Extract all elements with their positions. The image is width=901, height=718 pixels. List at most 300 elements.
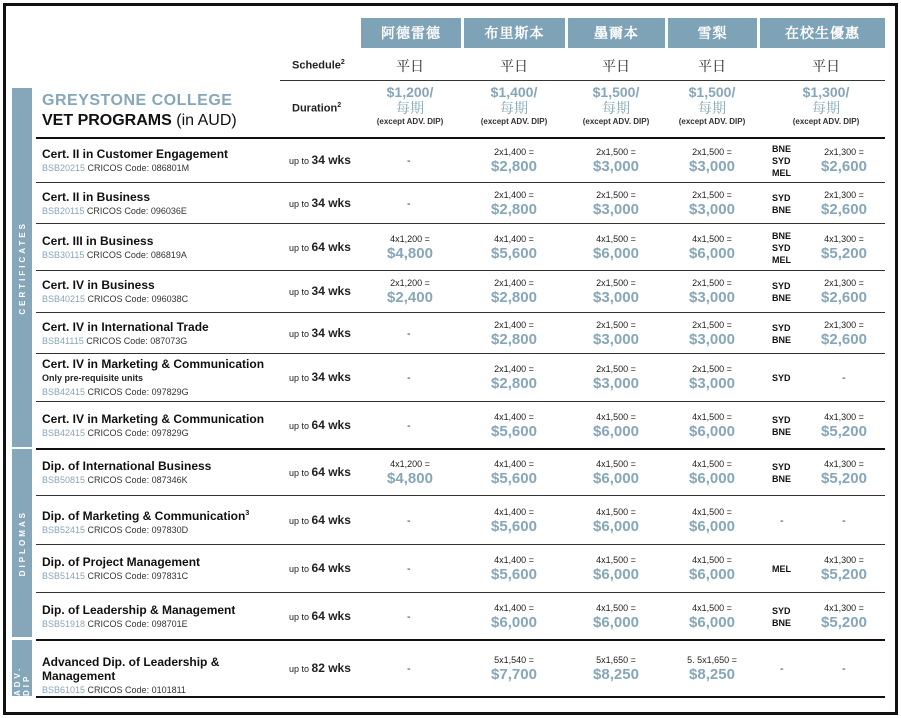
programs-title: VET PROGRAMS (in AUD)	[42, 112, 237, 129]
rate-per: 每期	[812, 100, 840, 116]
course-code: BSB42415 CRICOS Code: 097829G	[42, 427, 189, 438]
duration-value: 34 wks	[311, 152, 351, 167]
duration-prefix: up to	[289, 242, 312, 253]
price-total: $5,600	[491, 469, 537, 487]
section-label-adv-dip: ADV. DIP	[12, 640, 32, 696]
course-duration	[289, 661, 353, 675]
price-total: $2,800	[491, 200, 537, 218]
price-total: $3,000	[593, 289, 639, 306]
course-duration	[289, 609, 353, 623]
rate-price: $1,400/	[490, 84, 538, 100]
price-cell	[566, 147, 666, 175]
price-cell	[566, 603, 666, 631]
course-code: BSB51415 CRICOS Code: 097831C	[42, 571, 189, 581]
course-title: Cert. III in Business	[42, 233, 154, 248]
price-formula: 2x1,200 =	[390, 278, 430, 288]
price-cell	[666, 603, 758, 631]
campus-code: SYD	[772, 155, 791, 166]
price-formula: 2x1,400 =	[494, 189, 534, 200]
header-divider	[36, 137, 885, 139]
city-header-melbourne: 墨爾本	[568, 18, 665, 48]
campus-code: BNE	[772, 293, 792, 303]
duration-value: 64 wks	[311, 417, 351, 432]
empty-cell-dash: -	[407, 372, 411, 384]
course-code: BSB52415 CRICOS Code: 097830D	[42, 524, 189, 535]
campus-code: BNE	[772, 473, 792, 484]
course-code-id: BSB40215	[42, 294, 86, 304]
price-formula: 2x1,500 =	[596, 278, 636, 288]
city-header-student-discount: 在校生優惠	[760, 18, 885, 48]
price-cell	[666, 364, 758, 392]
price-cell	[566, 555, 666, 583]
price-formula: 2x1,300 =	[824, 189, 864, 200]
price-formula: 2x1,400 =	[494, 278, 534, 288]
campus-code: SYD	[772, 414, 791, 425]
rate-per-term	[566, 84, 666, 136]
price-total: $5,200	[821, 422, 867, 440]
rate-per: 每期	[698, 100, 726, 116]
duration-value: 34 wks	[311, 284, 351, 298]
campus-code: SYD	[772, 281, 791, 291]
price-formula: 2x1,500 =	[692, 319, 732, 330]
price-total: $3,000	[689, 375, 735, 392]
row-divider	[36, 401, 885, 402]
price-total: $2,600	[821, 330, 867, 348]
rate-price: $1,500/	[592, 84, 640, 100]
rate-price: $1,200/	[386, 84, 434, 100]
row-divider	[36, 182, 885, 183]
campus-list	[772, 192, 791, 216]
price-total: $3,000	[689, 330, 735, 348]
price-formula: 4x1,300 =	[824, 233, 864, 244]
price-formula: 4x1,500 =	[692, 602, 732, 613]
price-total: $3,000	[689, 157, 735, 175]
price-cell	[566, 655, 666, 683]
rate-per-term	[666, 84, 758, 136]
rate-per: 每期	[602, 100, 630, 116]
discount-price-cell	[808, 603, 880, 631]
price-total: $7,700	[491, 665, 537, 683]
course-duration	[289, 240, 353, 254]
price-cell	[666, 655, 758, 683]
row-divider	[36, 639, 885, 641]
duration-prefix: up to	[289, 420, 312, 431]
course-code-id: BSB50815	[42, 474, 86, 485]
schedule-label: Schedule$^2$	[292, 59, 345, 72]
discount-price-cell	[808, 190, 880, 218]
price-total: $5,600	[491, 422, 537, 440]
course-duration	[289, 153, 353, 167]
price-formula: 5. 5x1,650 =	[687, 654, 737, 665]
empty-cell-dash: -	[407, 662, 411, 675]
row-divider	[36, 448, 885, 450]
discount-price-cell	[808, 147, 880, 175]
price-formula: 5x1,540 =	[494, 654, 534, 665]
price-formula: 4x1,400 =	[494, 602, 534, 613]
price-formula: 4x1,500 =	[596, 458, 636, 469]
price-cell	[666, 507, 758, 535]
duration-label: Duration$^2$	[292, 102, 342, 115]
price-total: $6,000	[593, 613, 639, 631]
price-formula: 4x1,300 =	[824, 458, 864, 469]
empty-cell-dash: -	[842, 372, 846, 384]
price-total: $5,200	[821, 469, 867, 487]
course-duration	[289, 284, 353, 298]
rate-per-term	[360, 84, 460, 136]
discount-price-cell	[808, 459, 880, 487]
duration-prefix: up to	[289, 198, 312, 209]
course-title: Cert. IV in Marketing & Communication	[42, 411, 265, 426]
duration-value: 64 wks	[311, 561, 351, 575]
campus-list	[772, 280, 791, 304]
course-code-id: BSB20115	[42, 205, 85, 216]
duration-prefix: up to	[289, 663, 312, 674]
campus-code: BNE	[772, 204, 792, 215]
rate-note: (except ADV. DIP)	[582, 117, 650, 126]
course-name	[42, 234, 272, 262]
price-total: $2,800	[491, 157, 537, 175]
price-total: $6,000	[689, 244, 735, 262]
price-formula: 2x1,300 =	[824, 146, 864, 157]
row-divider	[36, 270, 885, 271]
price-formula: 5x1,650 =	[596, 654, 636, 665]
campus-code: BNE	[772, 334, 792, 345]
duration-prefix: up to	[289, 515, 312, 526]
duration-prefix: up to	[289, 611, 312, 622]
course-name	[42, 555, 272, 583]
price-formula: 2x1,500 =	[692, 364, 732, 374]
price-cell	[566, 364, 666, 392]
price-total: $8,250	[689, 665, 735, 683]
price-cell	[566, 412, 666, 440]
duration-prefix: up to	[289, 373, 312, 383]
price-total: $6,000	[593, 517, 639, 535]
course-name	[42, 357, 272, 399]
price-total: $5,600	[491, 517, 537, 535]
price-total: $6,000	[593, 244, 639, 262]
price-total: $2,600	[821, 289, 867, 306]
price-total: $6,000	[593, 566, 639, 583]
price-cell	[360, 278, 460, 306]
row-divider	[36, 353, 885, 354]
rate-per: 每期	[500, 100, 528, 116]
course-code: BSB41115 CRICOS Code: 087073G	[42, 335, 188, 346]
price-formula: 4x1,400 =	[494, 506, 534, 517]
duration-value: 64 wks	[311, 239, 351, 254]
price-total: $2,600	[821, 157, 867, 175]
price-formula: 4x1,500 =	[596, 411, 636, 422]
course-code-id: BSB42415	[42, 427, 86, 438]
price-total: $6,000	[593, 422, 639, 440]
row-divider	[36, 696, 885, 698]
course-code-id: BSB61015	[42, 684, 86, 695]
price-cell	[462, 459, 566, 487]
campus-code: BNE	[772, 426, 792, 437]
price-formula: 4x1,300 =	[824, 555, 864, 565]
campus-code: MEL	[772, 254, 791, 265]
rate-note: (except ADV. DIP)	[678, 117, 746, 126]
course-code-id: BSB51918	[42, 618, 86, 629]
price-formula: 2x1,500 =	[596, 146, 636, 157]
price-formula: 2x1,400 =	[494, 146, 534, 157]
duration-prefix: up to	[289, 564, 312, 574]
price-cell	[462, 278, 566, 306]
campus-code: BNE	[772, 230, 792, 241]
course-code: BSB61015 CRICOS Code: 0101811	[42, 684, 186, 695]
schedule-value: 平日	[396, 58, 424, 74]
duration-value: 64 wks	[311, 608, 351, 623]
price-cell	[566, 278, 666, 306]
campus-list	[772, 563, 791, 575]
price-formula: 2x1,400 =	[494, 319, 534, 330]
price-cell	[462, 234, 566, 262]
price-total: $5,600	[491, 244, 537, 262]
price-formula: 2x1,500 =	[692, 146, 732, 157]
course-duration	[289, 561, 353, 575]
price-total: $2,400	[387, 289, 433, 306]
course-duration	[289, 196, 353, 210]
course-code: BSB20115 CRICOS Code: 096036E	[42, 205, 187, 216]
row-divider	[36, 223, 885, 224]
course-duration	[289, 418, 353, 432]
college-name: GREYSTONE COLLEGE	[42, 92, 233, 109]
empty-cell-dash: -	[407, 197, 411, 210]
schedule-value: 平日	[812, 58, 840, 74]
course-code: BSB51918 CRICOS Code: 098701E	[42, 618, 188, 629]
price-cell	[462, 147, 566, 175]
course-title: Dip. of Project Management	[42, 555, 201, 569]
price-total: $6,000	[689, 469, 735, 487]
duration-value: 82 wks	[311, 660, 351, 675]
course-code: BSB42415 CRICOS Code: 097829G	[42, 387, 189, 397]
rate-per: 每期	[396, 100, 424, 116]
price-formula: 2x1,300 =	[824, 278, 864, 288]
price-total: $4,800	[387, 469, 433, 487]
price-cell	[666, 190, 758, 218]
course-name	[42, 603, 272, 631]
course-name	[42, 147, 272, 175]
price-cell	[462, 412, 566, 440]
rate-note: (except ADV. DIP)	[376, 117, 444, 126]
campus-list	[772, 414, 791, 438]
discount-price-cell	[808, 555, 880, 583]
course-code: BSB30115 CRICOS Code: 086819A	[42, 249, 187, 260]
duration-prefix: up to	[289, 467, 312, 478]
city-header-adelaide: 阿德雷德	[361, 18, 461, 48]
empty-cell-dash: -	[842, 514, 846, 527]
price-formula: 4x1,400 =	[494, 411, 534, 422]
course-name	[42, 507, 272, 537]
course-code-id: BSB41115	[42, 335, 84, 346]
price-total: $6,000	[689, 422, 735, 440]
row-divider	[36, 544, 885, 545]
course-duration	[289, 513, 353, 527]
empty-cell-dash: -	[407, 154, 411, 167]
price-formula: 2x1,300 =	[824, 319, 864, 330]
course-code: BSB40215 CRICOS Code: 096038C	[42, 294, 189, 304]
course-name	[42, 655, 272, 697]
price-cell	[462, 364, 566, 392]
brand-block	[42, 92, 237, 130]
price-total: $3,000	[689, 289, 735, 306]
price-formula: 2x1,500 =	[596, 319, 636, 330]
price-cell	[666, 555, 758, 583]
row-divider	[36, 592, 885, 593]
campus-list	[772, 461, 791, 485]
course-code-id: BSB42415	[42, 387, 86, 397]
footnote-marker: 3	[245, 509, 250, 517]
price-cell	[666, 412, 758, 440]
price-total: $5,200	[821, 613, 867, 631]
campus-code: SYD	[772, 605, 791, 616]
course-title: Cert. IV in Business	[42, 278, 155, 292]
course-code-id: BSB20215	[42, 162, 86, 173]
price-formula: 4x1,500 =	[596, 602, 636, 613]
price-formula: 4x1,500 =	[596, 555, 636, 565]
price-cell	[462, 603, 566, 631]
section-label-diplomas: DIPLOMAS	[12, 449, 32, 637]
empty-cell-dash: -	[407, 327, 411, 340]
price-cell	[666, 147, 758, 175]
course-title: Dip. of International Business	[42, 458, 212, 473]
price-total: $6,000	[593, 469, 639, 487]
price-total: $6,000	[491, 613, 537, 631]
campus-code: MEL	[772, 167, 791, 178]
course-name	[42, 278, 272, 306]
campus-list	[772, 605, 791, 629]
empty-cell-dash: -	[407, 419, 411, 432]
empty-cell-dash: -	[842, 662, 846, 675]
price-cell	[462, 507, 566, 535]
campus-code: SYD	[772, 322, 791, 333]
price-total: $3,000	[689, 200, 735, 218]
price-formula: 4x1,500 =	[692, 555, 732, 565]
empty-cell-dash: -	[407, 514, 411, 527]
price-formula: 4x1,500 =	[692, 458, 732, 469]
course-name	[42, 320, 272, 348]
course-duration	[289, 370, 353, 384]
course-name	[42, 459, 272, 487]
price-cell	[462, 190, 566, 218]
duration-value: 34 wks	[311, 370, 351, 384]
campus-code: SYD	[772, 242, 791, 253]
price-formula: 4x1,500 =	[596, 506, 636, 517]
price-total: $2,800	[491, 330, 537, 348]
price-cell	[666, 459, 758, 487]
schedule-value: 平日	[602, 58, 630, 74]
campus-code: SYD	[772, 461, 791, 472]
price-formula: 4x1,400 =	[494, 233, 534, 244]
price-formula: 4x1,500 =	[692, 506, 732, 517]
campus-list	[772, 143, 791, 179]
discount-price-cell	[808, 320, 880, 348]
duration-value: 64 wks	[311, 464, 351, 479]
price-formula: 4x1,400 =	[494, 555, 534, 565]
empty-cell-dash: -	[780, 514, 784, 527]
price-cell	[360, 459, 460, 487]
price-total: $2,600	[821, 200, 867, 218]
discount-price-cell	[808, 278, 880, 306]
course-code-id: BSB52415	[42, 524, 86, 535]
course-code-id: BSB51415	[42, 571, 86, 581]
rate-note: (except ADV. DIP)	[792, 117, 860, 126]
divider	[280, 80, 885, 81]
price-cell	[566, 320, 666, 348]
city-header-sydney: 雪梨	[668, 18, 757, 48]
price-total: $4,800	[387, 244, 433, 262]
duration-value: 64 wks	[311, 512, 351, 527]
campus-list	[772, 230, 791, 266]
rate-per-term	[768, 84, 884, 136]
rate-note: (except ADV. DIP)	[480, 117, 548, 126]
duration-prefix: up to	[289, 155, 312, 166]
duration-value: 34 wks	[311, 195, 351, 210]
course-title: Dip. of Leadership & Management	[42, 602, 236, 617]
rate-per-term	[462, 84, 566, 136]
price-total: $2,800	[491, 289, 537, 306]
price-formula: 2x1,500 =	[596, 364, 636, 374]
schedule-value: 平日	[500, 58, 528, 74]
price-formula: 4x1,200 =	[390, 233, 430, 244]
price-formula: 2x1,500 =	[596, 189, 636, 200]
course-name	[42, 190, 272, 218]
price-formula: 2x1,500 =	[692, 278, 732, 288]
rate-price: $1,300/	[802, 84, 850, 100]
price-total: $3,000	[593, 330, 639, 348]
row-divider	[36, 312, 885, 313]
course-title: Cert. IV in International Trade	[42, 319, 209, 334]
course-code-id: BSB30115	[42, 249, 85, 260]
duration-value: 34 wks	[311, 325, 351, 340]
campus-code: MEL	[772, 564, 791, 574]
campus-code: SYD	[772, 192, 791, 203]
price-cell	[462, 320, 566, 348]
price-formula: 2x1,400 =	[494, 364, 534, 374]
price-total: $6,000	[689, 517, 735, 535]
price-cell	[666, 234, 758, 262]
duration-prefix: up to	[289, 287, 312, 297]
course-duration	[289, 326, 353, 340]
empty-cell-dash: -	[407, 563, 411, 575]
course-duration	[289, 465, 353, 479]
duration-prefix: up to	[289, 328, 312, 339]
price-cell	[566, 234, 666, 262]
course-title: Dip. of Marketing & Communication	[42, 508, 246, 523]
price-cell	[666, 278, 758, 306]
price-total: $6,000	[689, 613, 735, 631]
price-total: $8,250	[593, 665, 639, 683]
price-formula: 4x1,200 =	[390, 458, 430, 469]
price-cell	[360, 234, 460, 262]
campus-list	[772, 372, 791, 384]
city-header-brisbane: 布里斯本	[464, 18, 565, 48]
course-subtitle: Only pre-requisite units	[42, 373, 144, 383]
price-formula: 4x1,500 =	[692, 411, 732, 422]
campus-code: SYD	[772, 373, 791, 383]
price-total: $3,000	[593, 200, 639, 218]
row-divider	[36, 495, 885, 496]
course-name	[42, 412, 272, 440]
price-total: $5,200	[821, 244, 867, 262]
course-code: BSB20215 CRICOS Code: 086801M	[42, 162, 190, 173]
price-total: $3,000	[593, 157, 639, 175]
campus-code: BNE	[772, 143, 792, 154]
price-total: $3,000	[593, 375, 639, 392]
course-title: Cert. II in Customer Engagement	[42, 146, 229, 161]
price-cell	[666, 320, 758, 348]
price-total: $6,000	[689, 566, 735, 583]
schedule-value: 平日	[698, 58, 726, 74]
